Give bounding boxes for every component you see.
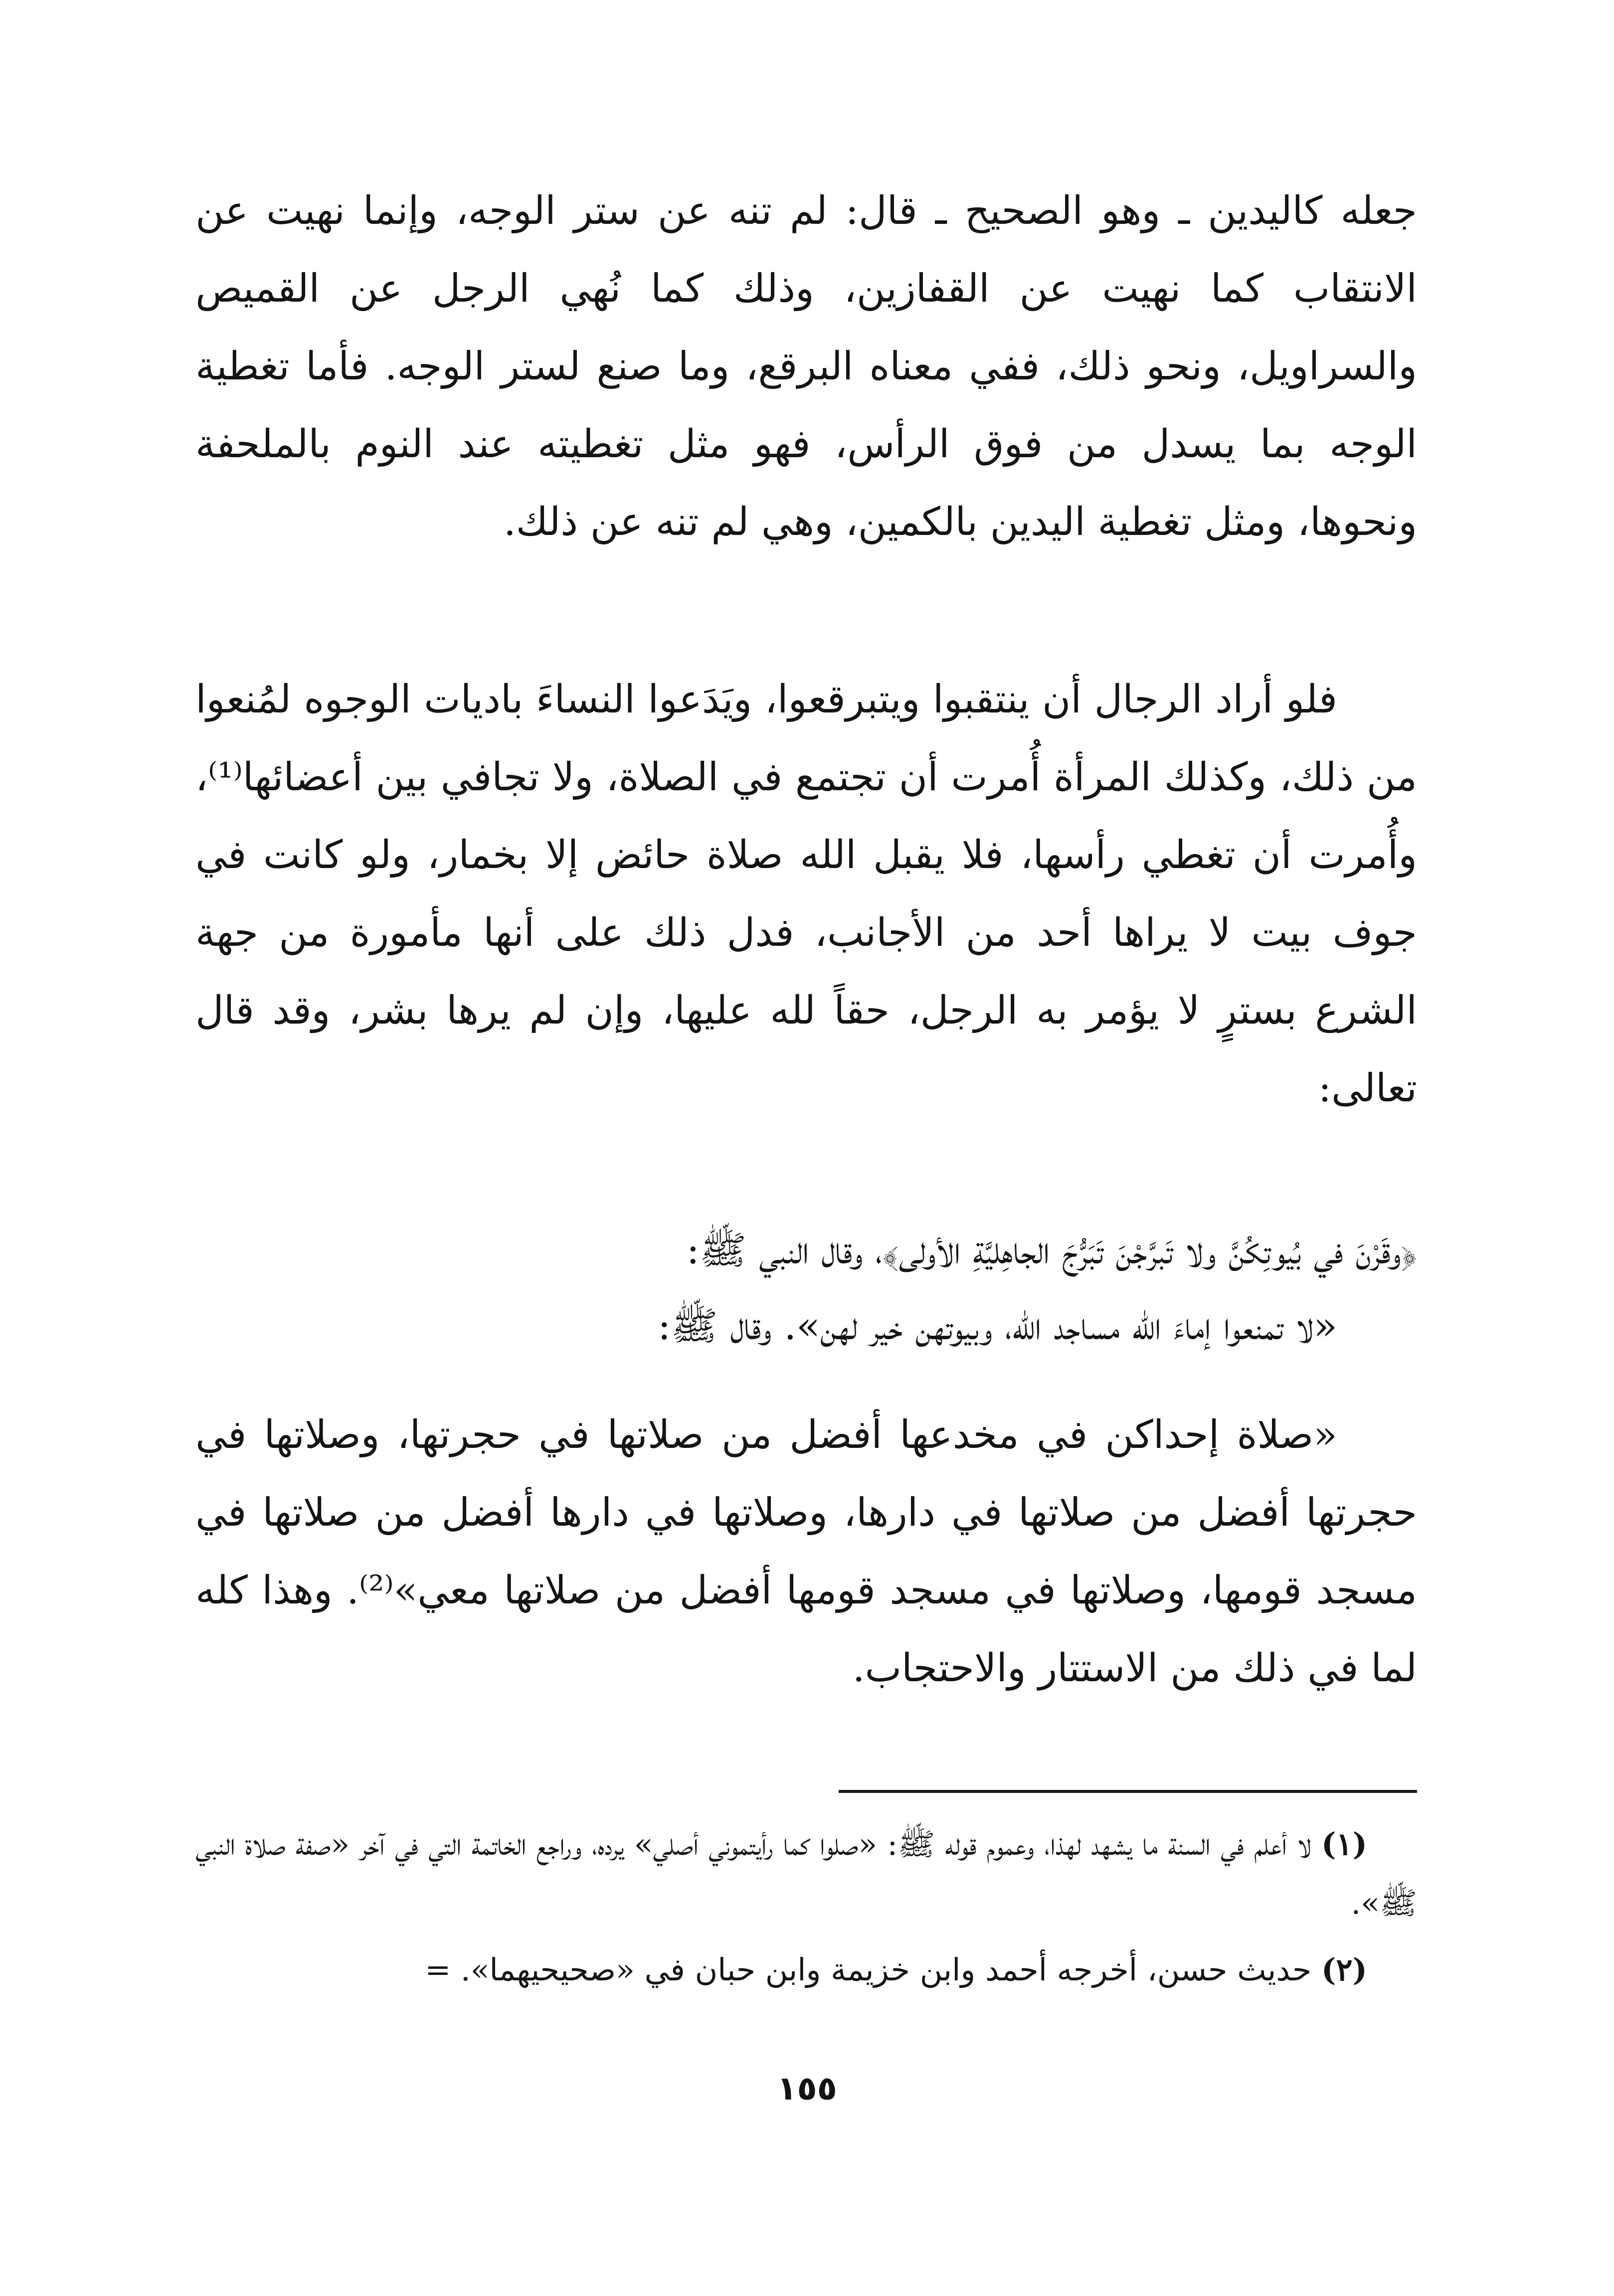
footnote-1 [195, 1815, 1417, 1933]
footnote-divider [839, 1790, 1417, 1793]
footnote-marker: (١) [1321, 1826, 1367, 1862]
main-text-block-3 [195, 1396, 1417, 1707]
paragraph-1: جعله كاليدين ـ وهو الصحيح ـ قال: لم تنه عن ستر الوجه، وإنما نهيت عن الانتقاب كما نهيت عن القفازين، وذلك كما نُهي الرجل عن القميص والسراويل، ونحو ذلك، ففي معناه البرقع، وما صنع لستر الوجه. فأما تغطية الوجه بما يسدل من فوق الرأس، فهو مثل تغطيته عند النوم بالملحفة ونحوها، ومثل تغطية اليدين بالكمين، وهي لم تنه عن ذلك. [195, 188, 1418, 544]
page-number: ١٥٥ [777, 2069, 837, 2108]
quran-quote: ﴿وقَرْنَ في بُيوتِكُنَّ ولا تَبرَّجْنَ تَبَرُّجَ الجاهِليَّةِ الأولى﴾، وقال النبي ﷺ: [686, 1228, 1417, 1273]
hadith-quote: «لا تمنعوا إماءَ الله مساجد الله، وبيوتهن خير لهن». وقال ﷺ: [658, 1304, 1337, 1349]
footnote-text: لا أعلم في السنة ما يشهد لهذا، وعموم قوله ﷺ: «صلوا كما رأيتموني أصلي» يرده، وراجع الخاتمة التي في آخر «صفة صلاة النبي ﷺ». [195, 1826, 1417, 1921]
paragraph-2: فلو أراد الرجال أن ينتقبوا ويتبرقعوا، ويَدَعوا النساءَ باديات الوجوه لمُنعوا من ذلك، وكذلك المرأة أُمرت أن تجتمع في الصلاة، ولا تجافي بين أعضائها⁽¹⁾، وأُمرت أن تغطي رأسها، فلا يقبل الله صلاة حائض إلا بخمار، ولو كانت في جوف بيت لا يراها أحد من الأجانب، فدل ذلك على أنها مأمورة من جهة الشرع بسترٍ لا يؤمر به الرجل، حقاً لله عليها، وإن لم يرها بشر، وقد قال تعالى: [195, 677, 1417, 1111]
paragraph-3: «صلاة إحداكن في مخدعها أفضل من صلاتها في حجرتها، وصلاتها في حجرتها أفضل من صلاتها في دارها، وصلاتها في دارها أفضل من صلاتها في مسجد قومها، وصلاتها في مسجد قومها أفضل من صلاتها معي»⁽²⁾. وهذا كله لما في ذلك من الاستتار والاحتجاب. [195, 1413, 1417, 1691]
footnote-text: حديث حسن، أخرجه أحمد وابن خزيمة وابن حبان في «صحيحيهما». = [425, 1951, 1312, 1988]
footnotes [195, 1815, 1417, 2007]
footnote-2 [195, 1941, 1417, 1999]
main-text-block-2 [195, 661, 1417, 1127]
footnote-marker: (٢) [1321, 1951, 1367, 1988]
main-text-block-1 [195, 172, 1417, 561]
